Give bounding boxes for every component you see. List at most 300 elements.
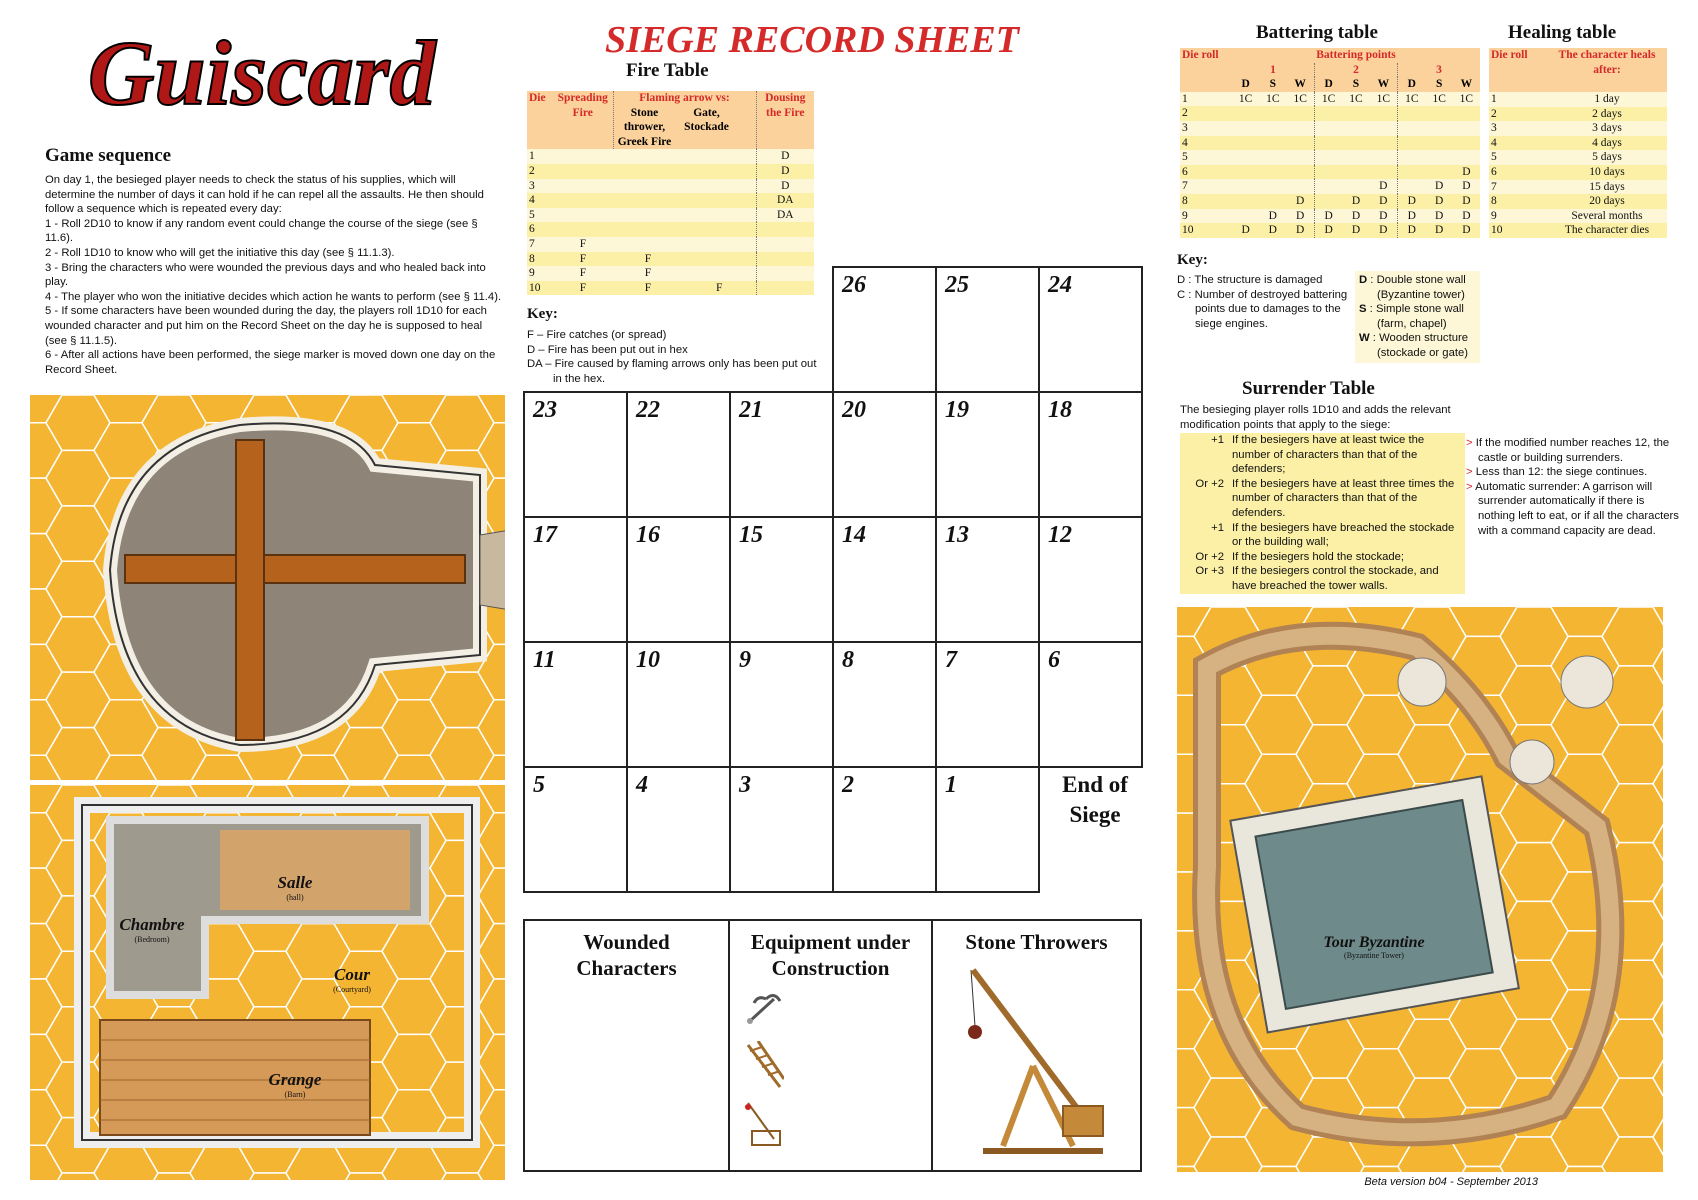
battering-cell	[1286, 150, 1314, 165]
fire-cell	[613, 179, 683, 194]
battering-cell	[1259, 136, 1286, 151]
day-box[interactable]	[523, 641, 628, 768]
healing-cell: The character dies	[1547, 223, 1667, 238]
battering-cell	[1314, 194, 1342, 209]
day-box[interactable]	[935, 266, 1040, 393]
game-sequence-step: On day 1, the besieged player needs to check the status of his supplies, which will determine the number of days it can hold if he can repel all the assaults. He then should follow a sequence which is repeated every day:	[45, 174, 484, 216]
healing-cell: 10 days	[1547, 165, 1667, 180]
battering-cell: D	[1398, 223, 1426, 238]
surrender-result-text: Less than 12: the siege continues.	[1475, 466, 1648, 479]
battering-cell: 3	[1180, 121, 1232, 136]
bat-h-sub: D	[1232, 77, 1259, 92]
fire-h-die: Die	[527, 91, 553, 149]
fire-cell: D	[756, 164, 814, 179]
surrender-row	[1180, 550, 1465, 565]
day-number: 3	[739, 772, 751, 798]
battering-cell	[1232, 165, 1259, 180]
fire-cell	[553, 179, 613, 194]
grappling-hook-icon	[744, 991, 784, 1029]
fire-cell: 6	[527, 222, 553, 237]
battering-cell: 4	[1180, 136, 1232, 151]
healing-table	[1489, 48, 1667, 238]
healing-cell: 4	[1489, 136, 1547, 151]
battering-row	[1180, 136, 1480, 151]
day-number: 24	[1048, 272, 1072, 298]
fire-cell: F	[553, 237, 613, 252]
fire-cell: F	[613, 252, 683, 267]
bat-h-sub: S	[1426, 77, 1453, 92]
battering-cell	[1426, 136, 1453, 151]
battering-cell	[1426, 165, 1453, 180]
battering-cell	[1426, 106, 1453, 121]
battering-cell: D	[1286, 223, 1314, 238]
battering-cell	[1370, 150, 1398, 165]
fire-cell: 5	[527, 208, 553, 223]
fire-row	[527, 193, 814, 208]
bat-h-sub: S	[1259, 77, 1286, 92]
fire-cell: F	[683, 281, 756, 296]
battering-cell	[1232, 121, 1259, 136]
battering-cell	[1342, 136, 1369, 151]
fire-cell	[683, 266, 756, 281]
salle-sub: (hall)	[286, 893, 304, 902]
battering-cell	[1342, 150, 1369, 165]
surrender-cond: If the besiegers hold the stockade;	[1232, 550, 1405, 563]
fire-h-spread: Spreading Fire	[553, 91, 613, 149]
tower-map	[1177, 607, 1663, 1172]
surrender-row	[1180, 521, 1465, 550]
day-number: 1	[945, 772, 957, 798]
day-box[interactable]	[626, 641, 731, 768]
wounded-characters-box[interactable]	[523, 919, 730, 1172]
surrender-result	[1466, 480, 1681, 538]
day-number: 23	[533, 397, 557, 423]
day-number: 18	[1048, 397, 1072, 423]
battering-cell	[1259, 121, 1286, 136]
fire-cell: 7	[527, 237, 553, 252]
battering-cell	[1232, 150, 1259, 165]
small-trebuchet-icon	[744, 1101, 784, 1151]
day-box[interactable]	[626, 391, 731, 518]
battering-cell	[1286, 165, 1314, 180]
chambre-sub: (Bedroom)	[134, 935, 170, 944]
day-box[interactable]	[832, 516, 937, 643]
stone-throwers-label: Stone Throwers	[965, 930, 1108, 954]
day-box[interactable]	[1038, 266, 1143, 393]
battering-cell	[1232, 194, 1259, 209]
bat-h-die: Die roll	[1180, 48, 1232, 92]
day-box[interactable]	[729, 516, 834, 643]
healing-cell: 3	[1489, 121, 1547, 136]
fire-cell: F	[553, 266, 613, 281]
battering-cell	[1398, 136, 1426, 151]
surrender-mod: Or +2	[1195, 477, 1224, 490]
fire-row	[527, 164, 814, 179]
fire-cell: D	[756, 149, 814, 164]
healing-table-title: Healing table	[1508, 22, 1617, 43]
surrender-result	[1466, 436, 1681, 465]
equipment-box[interactable]	[728, 919, 933, 1172]
battering-cell: 8	[1180, 194, 1232, 209]
battering-cell	[1314, 106, 1342, 121]
tower-label: Tour Byzantine	[1323, 934, 1425, 951]
day-number: 11	[533, 647, 556, 673]
battering-cell: D	[1398, 194, 1426, 209]
battering-cell	[1314, 136, 1342, 151]
tower-sub: (Byzantine Tower)	[1344, 951, 1404, 960]
healing-row	[1489, 223, 1667, 238]
fire-cell	[756, 222, 814, 237]
day-box[interactable]	[832, 766, 937, 893]
battering-cell	[1232, 106, 1259, 121]
day-box[interactable]	[523, 516, 628, 643]
battering-row	[1180, 150, 1480, 165]
battering-table-title: Battering table	[1256, 22, 1378, 43]
surrender-intro: The besieging player rolls 1D10 and adds the relevant modification points that apply to the siege:	[1180, 404, 1451, 431]
bat-h-g3: 3	[1398, 63, 1480, 78]
fire-cell	[683, 237, 756, 252]
fire-cell	[613, 149, 683, 164]
battering-cell: D	[1286, 194, 1314, 209]
battering-cell: D	[1453, 209, 1480, 224]
battering-row	[1180, 92, 1480, 107]
version-footer: Beta version b04 - September 2013	[1364, 1176, 1538, 1188]
bat-h-sub: D	[1314, 77, 1342, 92]
battering-cell: 1C	[1259, 92, 1286, 107]
fire-cell: 10	[527, 281, 553, 296]
battering-cell	[1398, 165, 1426, 180]
bat-h-points: Battering points	[1232, 48, 1480, 63]
fire-cell: F	[613, 281, 683, 296]
surrender-result-text: If the modified number reaches 12, the castle or building surrenders.	[1475, 437, 1670, 464]
logo-text: Guiscard	[88, 22, 436, 124]
day-number: 22	[636, 397, 660, 423]
fire-cell	[613, 222, 683, 237]
fire-row	[527, 252, 814, 267]
fire-row	[527, 266, 814, 281]
fire-cell	[683, 193, 756, 208]
day-box[interactable]	[832, 391, 937, 518]
day-number: 15	[739, 522, 763, 548]
fire-row	[527, 281, 814, 296]
day-box[interactable]	[626, 766, 731, 893]
surrender-result	[1466, 465, 1681, 480]
fire-h-gate: Gate, Stockade	[684, 106, 729, 134]
heal-h-heal: The character heals after:	[1547, 48, 1667, 92]
fire-key-d: D – Fire has been put out in hex	[527, 343, 688, 356]
battering-cell: 2	[1180, 106, 1232, 121]
battering-cell	[1286, 121, 1314, 136]
battering-cell: 1C	[1314, 92, 1342, 107]
fire-cell	[553, 193, 613, 208]
battering-cell: D	[1398, 209, 1426, 224]
fire-cell: 4	[527, 193, 553, 208]
fire-key-f: F – Fire catches (or spread)	[527, 329, 667, 341]
game-sequence-heading: Game sequence	[45, 145, 172, 166]
day-number: 14	[842, 522, 866, 548]
day-box[interactable]	[832, 266, 937, 393]
healing-cell: 5	[1489, 150, 1547, 165]
battering-cell	[1398, 150, 1426, 165]
chapel-map	[30, 395, 505, 780]
battering-cell	[1370, 106, 1398, 121]
battering-cell: D	[1426, 194, 1453, 209]
salle-label: Salle	[277, 873, 313, 892]
fire-cell	[613, 208, 683, 223]
fire-cell: 2	[527, 164, 553, 179]
battering-key-code: W	[1359, 332, 1370, 345]
healing-cell: 2 days	[1547, 107, 1667, 122]
battering-key-item: S : Simple stone wall (farm, chapel)	[1359, 303, 1464, 330]
game-sequence-step: 6 - After all actions have been performed, the siege marker is moved down one day on the Record Sheet.	[45, 349, 496, 376]
battering-cell	[1259, 106, 1286, 121]
healing-row	[1489, 107, 1667, 122]
day-number: 17	[533, 522, 557, 548]
fire-cell	[553, 222, 613, 237]
day-number: 7	[945, 647, 957, 673]
battering-cell	[1342, 165, 1369, 180]
battering-cell: D	[1453, 223, 1480, 238]
battering-cell: D	[1342, 194, 1369, 209]
battering-cell: D	[1370, 179, 1398, 194]
battering-cell: 6	[1180, 165, 1232, 180]
day-number: 20	[842, 397, 866, 423]
battering-cell: 1C	[1426, 92, 1453, 107]
battering-cell: D	[1453, 165, 1480, 180]
day-number: 5	[533, 772, 545, 798]
day-box[interactable]	[935, 766, 1040, 893]
fire-row	[527, 237, 814, 252]
day-box[interactable]	[626, 516, 731, 643]
day-box[interactable]	[1038, 641, 1143, 768]
day-number: 12	[1048, 522, 1072, 548]
fire-row	[527, 208, 814, 223]
surrender-table-title: Surrender Table	[1242, 378, 1375, 399]
ladder-icon	[744, 1041, 784, 1091]
battering-key-heading: Key:	[1177, 252, 1208, 268]
day-box[interactable]	[935, 391, 1040, 518]
battering-cell	[1370, 136, 1398, 151]
battering-cell: D	[1259, 209, 1286, 224]
heal-h-die: Die roll	[1489, 48, 1547, 92]
fire-table	[527, 91, 814, 295]
battering-cell	[1232, 209, 1259, 224]
day-box[interactable]	[729, 391, 834, 518]
day-number: 10	[636, 647, 660, 673]
surrender-cond: If the besiegers have breached the stockade or the building wall;	[1232, 521, 1455, 549]
healing-row	[1489, 121, 1667, 136]
fire-cell	[613, 193, 683, 208]
battering-cell: 7	[1180, 179, 1232, 194]
day-box[interactable]	[935, 641, 1040, 768]
game-sequence-step: 2 - Roll 1D10 to know who will get the initiative this day (see § 11.1.3).	[45, 246, 395, 259]
page-title: SIEGE RECORD SHEET	[605, 19, 1019, 61]
chambre-label: Chambre	[119, 915, 185, 934]
battering-cell: D	[1370, 209, 1398, 224]
arrow-right-icon: >	[1466, 480, 1476, 493]
day-box[interactable]	[523, 766, 628, 893]
battering-cell	[1398, 106, 1426, 121]
battering-key-desc: Double stone wall (Byzantine tower)	[1376, 274, 1466, 301]
surrender-row	[1180, 564, 1465, 593]
battering-cell: D	[1342, 209, 1369, 224]
day-number: 9	[739, 647, 751, 673]
battering-cell: 1C	[1286, 92, 1314, 107]
day-number: 6	[1048, 647, 1060, 673]
fire-cell	[553, 208, 613, 223]
battering-key-item: W : Wooden structure (stockade or gate)	[1359, 332, 1469, 359]
battering-cell	[1232, 179, 1259, 194]
wounded-characters-label: Wounded Characters	[576, 930, 677, 980]
fire-cell: 1	[527, 149, 553, 164]
fire-cell: 8	[527, 252, 553, 267]
battering-cell: D	[1286, 209, 1314, 224]
healing-cell: 5 days	[1547, 150, 1667, 165]
day-number: 4	[636, 772, 648, 798]
bat-h-g2: 2	[1314, 63, 1397, 78]
fire-cell	[683, 208, 756, 223]
battering-cell: 5	[1180, 150, 1232, 165]
bat-h-sub: W	[1453, 77, 1480, 92]
battering-row	[1180, 179, 1480, 194]
game-sequence-step: 5 - If some characters have been wounded during the day, the players roll 1D10 for each wounded character and put him on the Record Sheet on the day he is supposed to heal (see § 11.1.5).	[45, 305, 487, 347]
battering-row	[1180, 121, 1480, 136]
fire-h-stone: Stone thrower, Greek Fire	[617, 106, 672, 148]
surrender-mod: +1	[1211, 521, 1224, 534]
fire-cell: 9	[527, 266, 553, 281]
healing-row	[1489, 194, 1667, 209]
day-box[interactable]	[729, 766, 834, 893]
day-number: 8	[842, 647, 854, 673]
trebuchet-icon	[963, 966, 1123, 1166]
game-sequence-step: 1 - Roll 2D10 to know if any random event could change the course of the siege (see § 11.6).	[45, 217, 478, 245]
surrender-row	[1180, 477, 1465, 521]
battering-cell	[1370, 165, 1398, 180]
battering-cell: 10	[1180, 223, 1232, 238]
day-number: 16	[636, 522, 660, 548]
battering-cell	[1259, 194, 1286, 209]
fire-key-da: DA – Fire caused by flaming arrows only has been put out in the hex.	[527, 358, 817, 385]
fire-key	[527, 328, 817, 386]
battering-cell	[1259, 165, 1286, 180]
surrender-cond: If the besiegers have at least twice the number of characters than that of the defenders;	[1232, 434, 1425, 476]
battering-cell: D	[1426, 209, 1453, 224]
healing-row	[1489, 165, 1667, 180]
healing-row	[1489, 136, 1667, 151]
surrender-table	[1180, 433, 1465, 594]
fire-cell: 3	[527, 179, 553, 194]
battering-cell	[1453, 150, 1480, 165]
healing-row	[1489, 150, 1667, 165]
battering-cell: D	[1370, 223, 1398, 238]
day-number: 13	[945, 522, 969, 548]
surrender-mod: Or +3	[1195, 565, 1224, 578]
battering-row	[1180, 165, 1480, 180]
day-box[interactable]	[729, 641, 834, 768]
battering-cell	[1453, 106, 1480, 121]
battering-cell: D	[1314, 223, 1342, 238]
battering-cell	[1453, 136, 1480, 151]
battering-cell	[1370, 121, 1398, 136]
battering-cell	[1314, 179, 1342, 194]
day-number: 2	[842, 772, 854, 798]
day-number: 19	[945, 397, 969, 423]
surrender-mod: +1	[1211, 434, 1224, 446]
day-number: 25	[945, 272, 969, 298]
healing-cell: Several months	[1547, 209, 1667, 224]
surrender-cond: If the besiegers control the stockade, and have breached the tower walls.	[1232, 565, 1439, 592]
fire-cell	[683, 164, 756, 179]
healing-cell: 8	[1489, 194, 1547, 209]
stone-throwers-box[interactable]	[931, 919, 1142, 1172]
battering-key-desc: Wooden structure (stockade or gate)	[1377, 332, 1469, 359]
battering-key-d: D : The structure is damaged	[1177, 274, 1323, 286]
battering-key-item: D : Double stone wall (Byzantine tower)	[1359, 274, 1466, 301]
surrender-row	[1180, 433, 1465, 477]
fire-cell	[613, 237, 683, 252]
cour-sub: (Courtyard)	[333, 985, 371, 994]
equipment-label: Equipment under Construction	[750, 930, 911, 980]
healing-cell: 6	[1489, 165, 1547, 180]
battering-cell: 9	[1180, 209, 1232, 224]
battering-cell: D	[1370, 194, 1398, 209]
battering-cell	[1314, 121, 1342, 136]
surrender-result-text: Automatic surrender: A garrison will surrender automatically if there is nothing left to eat, or if all the characters with a command capacity are dead.	[1475, 480, 1679, 537]
battering-cell: D	[1453, 179, 1480, 194]
fire-cell: F	[553, 281, 613, 296]
battering-row	[1180, 194, 1480, 209]
fire-cell	[553, 149, 613, 164]
bat-h-sub: D	[1398, 77, 1426, 92]
battering-key-left	[1177, 273, 1352, 331]
game-sequence-step: 4 - The player who won the initiative decides which action he wants to perform (see § 11.4).	[45, 290, 502, 303]
fire-cell	[613, 164, 683, 179]
fire-cell: DA	[756, 193, 814, 208]
battering-cell: D	[1426, 179, 1453, 194]
battering-cell	[1314, 165, 1342, 180]
battering-table	[1180, 48, 1480, 238]
battering-cell: D	[1232, 223, 1259, 238]
day-number: 26	[842, 272, 866, 298]
fire-cell	[683, 222, 756, 237]
fire-h-arrow: Flaming arrow vs:	[639, 92, 730, 104]
fire-cell	[756, 252, 814, 267]
day-box[interactable]	[523, 391, 628, 518]
bat-h-sub: S	[1342, 77, 1369, 92]
fire-h-douse: Dousing the Fire	[756, 91, 814, 149]
day-box[interactable]	[935, 516, 1040, 643]
fire-row	[527, 179, 814, 194]
fire-table-title: Fire Table	[626, 60, 709, 81]
fire-key-heading: Key:	[527, 306, 558, 322]
healing-cell: 3 days	[1547, 121, 1667, 136]
game-sequence-text	[45, 173, 505, 377]
day-box[interactable]	[1038, 516, 1143, 643]
day-box[interactable]	[1038, 391, 1143, 518]
fire-cell	[683, 149, 756, 164]
battering-row	[1180, 209, 1480, 224]
battering-cell: 1C	[1342, 92, 1369, 107]
battering-key-code: S	[1359, 303, 1367, 316]
surrender-mod: Or +2	[1195, 550, 1224, 563]
healing-row	[1489, 209, 1667, 224]
day-box[interactable]	[832, 641, 937, 768]
battering-cell: D	[1426, 223, 1453, 238]
battering-cell	[1286, 106, 1314, 121]
cour-label: Cour	[334, 965, 370, 984]
healing-cell: 10	[1489, 223, 1547, 238]
healing-cell: 2	[1489, 107, 1547, 122]
